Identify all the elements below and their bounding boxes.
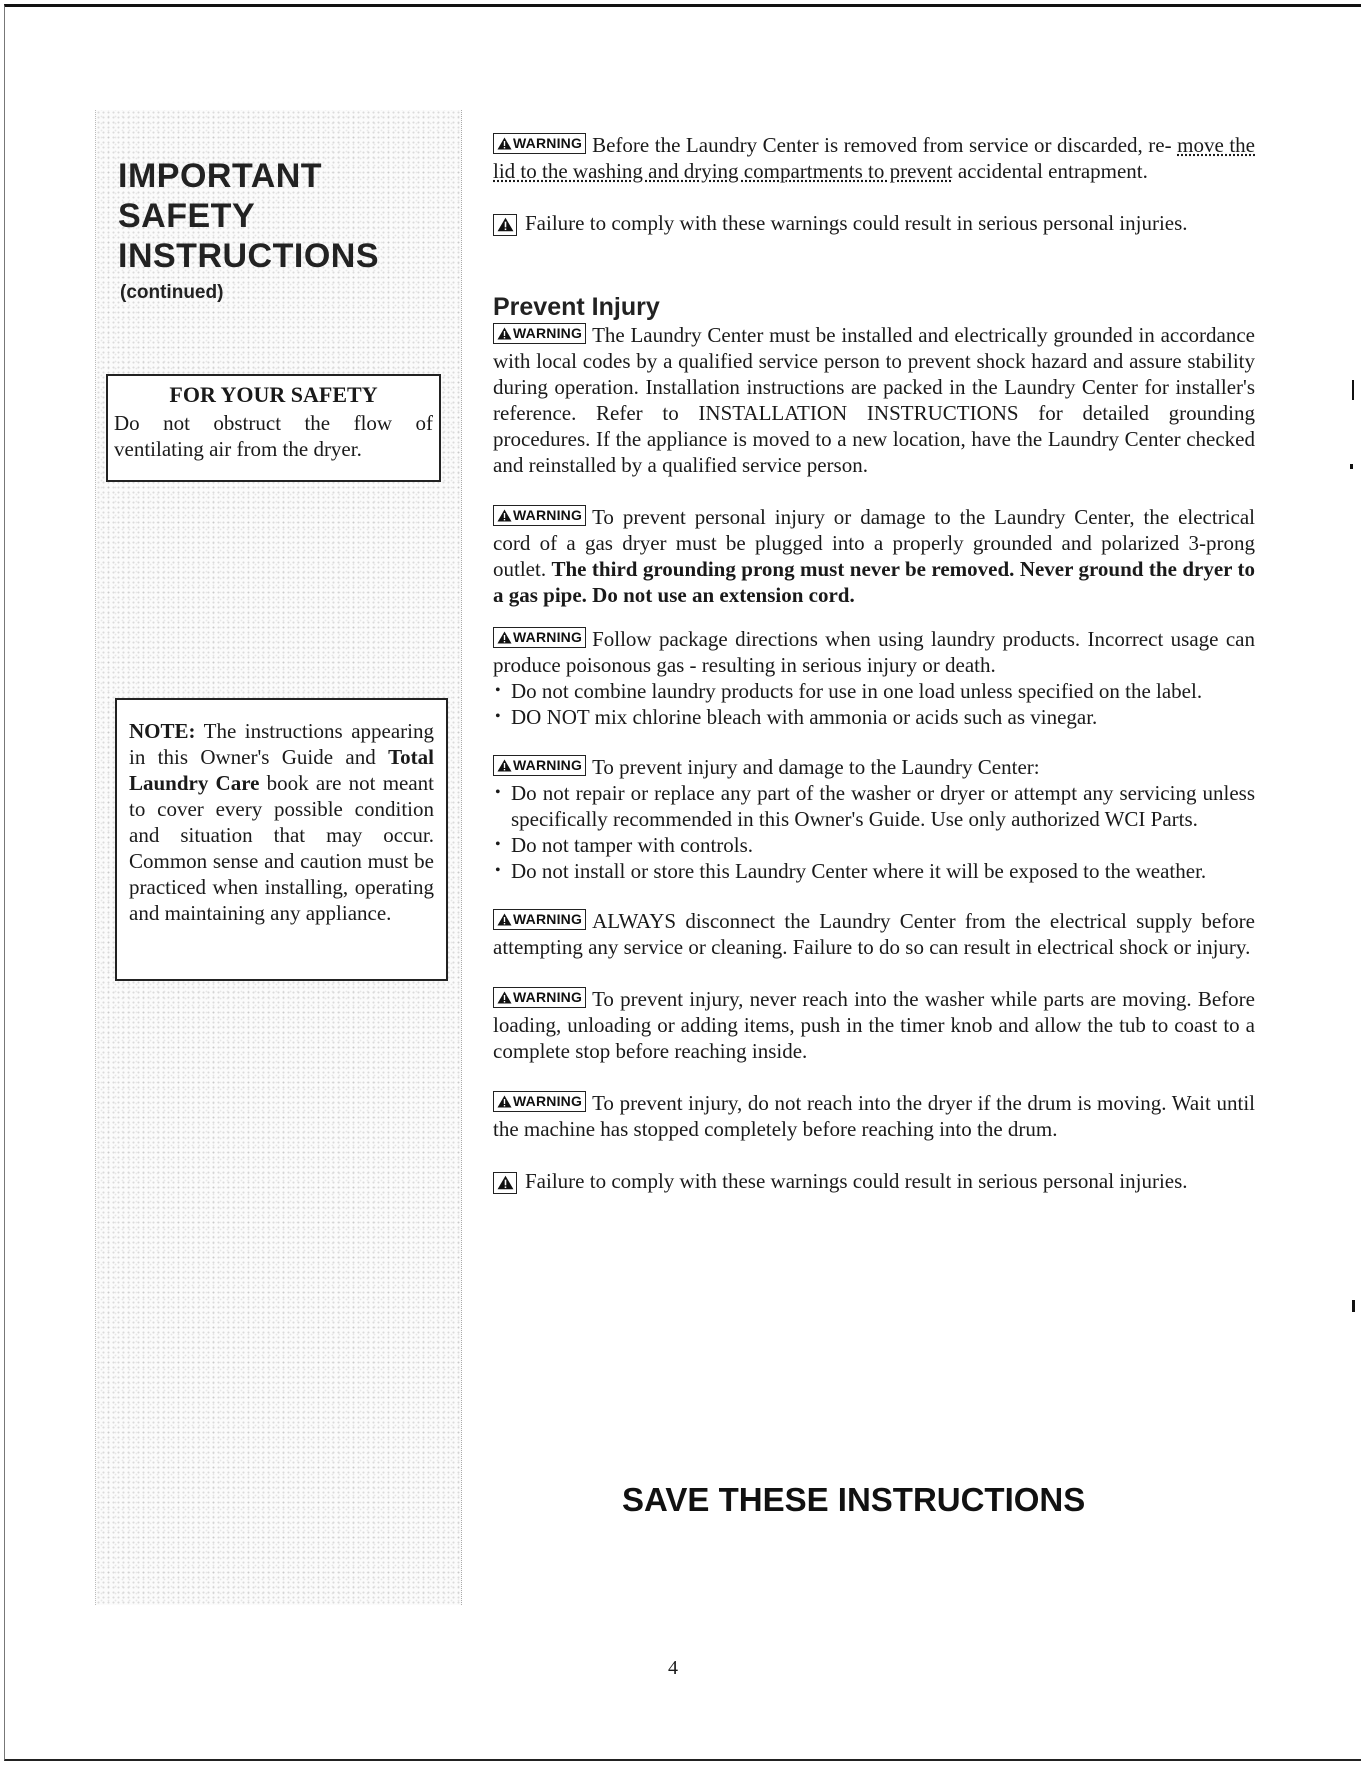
main-content	[493, 132, 1255, 1194]
warning-triangle-icon	[497, 1095, 512, 1108]
caution-badge	[493, 1172, 517, 1194]
scan-edge-mark	[1352, 1300, 1355, 1312]
warning-badge	[493, 1091, 586, 1112]
warning-badge	[493, 323, 586, 344]
warning-badge-label: WARNING	[513, 757, 583, 773]
sidebar-title-line: INSTRUCTIONS	[118, 237, 379, 275]
note-bold-text: Total Laundry Care	[129, 745, 434, 795]
warning-paragraph	[493, 908, 1255, 960]
save-instructions-heading: SAVE THESE INSTRUCTIONS	[622, 1481, 1086, 1518]
sidebar-title-line: SAFETY	[118, 197, 256, 235]
warning-bold-text: The third grounding prong must never be removed. Never ground the dryer to a gas pipe. Do not use an extension cord.	[493, 557, 1255, 607]
scan-edge-mark	[1350, 464, 1353, 469]
warning-text: Before the Laundry Center is removed from service or discarded, re-	[592, 133, 1172, 157]
note-text: book are not meant to cover every possible condition and situation that may occur. Common sense and caution must be practiced when installing, operating and maintaining any appliance.	[129, 771, 435, 925]
caution-text: Failure to comply with these warnings could result in serious personal injuries.	[525, 211, 1188, 235]
warning-text-underlined: move the lid to the washing and drying compartments to prevent	[493, 133, 1256, 183]
warning-bullet-list	[493, 780, 1255, 884]
warning-text: Follow package directions when using laundry products. Incorrect usage can produce poisonous gas - resulting in serious injury or death.	[493, 627, 1255, 677]
warning-badge	[493, 133, 586, 154]
warning-badge-label: WARNING	[513, 1093, 583, 1109]
warning-triangle-icon	[497, 509, 512, 522]
warning-triangle-icon	[497, 327, 512, 340]
warning-triangle-icon	[497, 137, 512, 150]
warning-badge	[493, 627, 586, 648]
list-item: • Do not install or store this Laundry Center where it will be exposed to the weather.	[493, 858, 1255, 884]
warning-badge-label: WARNING	[513, 507, 583, 523]
sidebar-subtitle: (continued)	[120, 282, 224, 303]
warning-badge-label: WARNING	[513, 911, 583, 927]
warning-text: To prevent injury, do not reach into the dryer if the drum is moving. Wait until the machine has stopped completely before reaching into the drum.	[493, 1091, 1255, 1141]
warning-text: The Laundry Center must be installed and electrically grounded in accordance with local codes by a qualified service person to prevent shock hazard and assure stability during operation. Installation instructions are packed in the Laundry Center for installer's reference. Refer to INSTALLATION INSTRUCTIONS for detailed grounding procedures. If the appliance is moved to a new location, have the Laundry Center checked and reinstalled by a qualified service person.	[493, 323, 1255, 477]
for-your-safety-box	[106, 374, 441, 482]
section-heading-prevent-injury: Prevent Injury	[493, 293, 660, 321]
warning-text: To prevent injury and damage to the Laundry Center:	[592, 755, 1040, 779]
warning-triangle-icon	[497, 1175, 514, 1190]
warning-triangle-icon	[497, 759, 512, 772]
warning-badge-label: WARNING	[513, 629, 583, 645]
list-item: • Do not combine laundry products for use in one load unless specified on the label.	[493, 678, 1255, 704]
sidebar-title	[118, 156, 379, 276]
warning-block	[493, 626, 1255, 730]
note-label: NOTE:	[129, 719, 196, 743]
warning-badge	[493, 987, 586, 1008]
warning-bullet-list	[493, 678, 1255, 730]
warning-paragraph	[493, 754, 1255, 780]
warning-badge	[493, 755, 586, 776]
safety-box-heading: FOR YOUR SAFETY	[169, 382, 378, 407]
caution-paragraph	[493, 1168, 1255, 1194]
warning-triangle-icon	[497, 913, 512, 926]
scan-edge-mark	[1352, 380, 1354, 400]
warning-badge-label: WARNING	[513, 325, 583, 341]
warning-badge	[493, 909, 586, 930]
sidebar-title-line: IMPORTANT	[118, 157, 323, 195]
note-box	[115, 698, 448, 981]
warning-badge-label: WARNING	[513, 135, 583, 151]
list-item: • Do not tamper with controls.	[493, 832, 1255, 858]
warning-paragraph	[493, 1090, 1255, 1142]
warning-paragraph	[493, 626, 1255, 678]
warning-text: To prevent personal injury or damage to the Laundry Center, the electrical cord of a gas dryer must be plugged into a properly grounded and polarized 3-prong outlet.	[493, 505, 1255, 581]
warning-paragraph	[493, 504, 1255, 608]
warning-text: To prevent injury, never reach into the washer while parts are moving. Before loading, unloading or adding items, push in the timer knob and allow the tub to coast to a complete stop before reaching inside.	[493, 987, 1255, 1063]
safety-box-text: Do not obstruct the flow of ventilating air from the dryer.	[114, 411, 433, 461]
page-number: 4	[668, 1657, 678, 1679]
warning-paragraph	[493, 322, 1255, 478]
caution-text: Failure to comply with these warnings could result in serious personal injuries.	[525, 1169, 1188, 1193]
warning-paragraph	[493, 132, 1255, 184]
warning-text: ALWAYS disconnect the Laundry Center from the electrical supply before attempting any service or cleaning. Failure to do so can result in electrical shock or injury.	[493, 909, 1255, 959]
caution-badge	[493, 214, 517, 236]
caution-paragraph	[493, 210, 1255, 236]
warning-paragraph	[493, 986, 1255, 1064]
warning-triangle-icon	[497, 217, 514, 232]
warning-text: accidental entrapment.	[952, 159, 1148, 183]
list-item: • DO NOT mix chlorine bleach with ammonia or acids such as vinegar.	[493, 704, 1255, 730]
warning-badge-label: WARNING	[513, 989, 583, 1005]
note-text: The instructions appearing in this Owner's Guide and	[129, 719, 434, 769]
warning-badge	[493, 505, 586, 526]
warning-triangle-icon	[497, 991, 512, 1004]
warning-block	[493, 754, 1255, 884]
list-item: • Do not repair or replace any part of the washer or dryer or attempt any servicing unless specifically recommended in this Owner's Guide. Use only authorized WCI Parts.	[493, 780, 1255, 832]
warning-triangle-icon	[497, 631, 512, 644]
